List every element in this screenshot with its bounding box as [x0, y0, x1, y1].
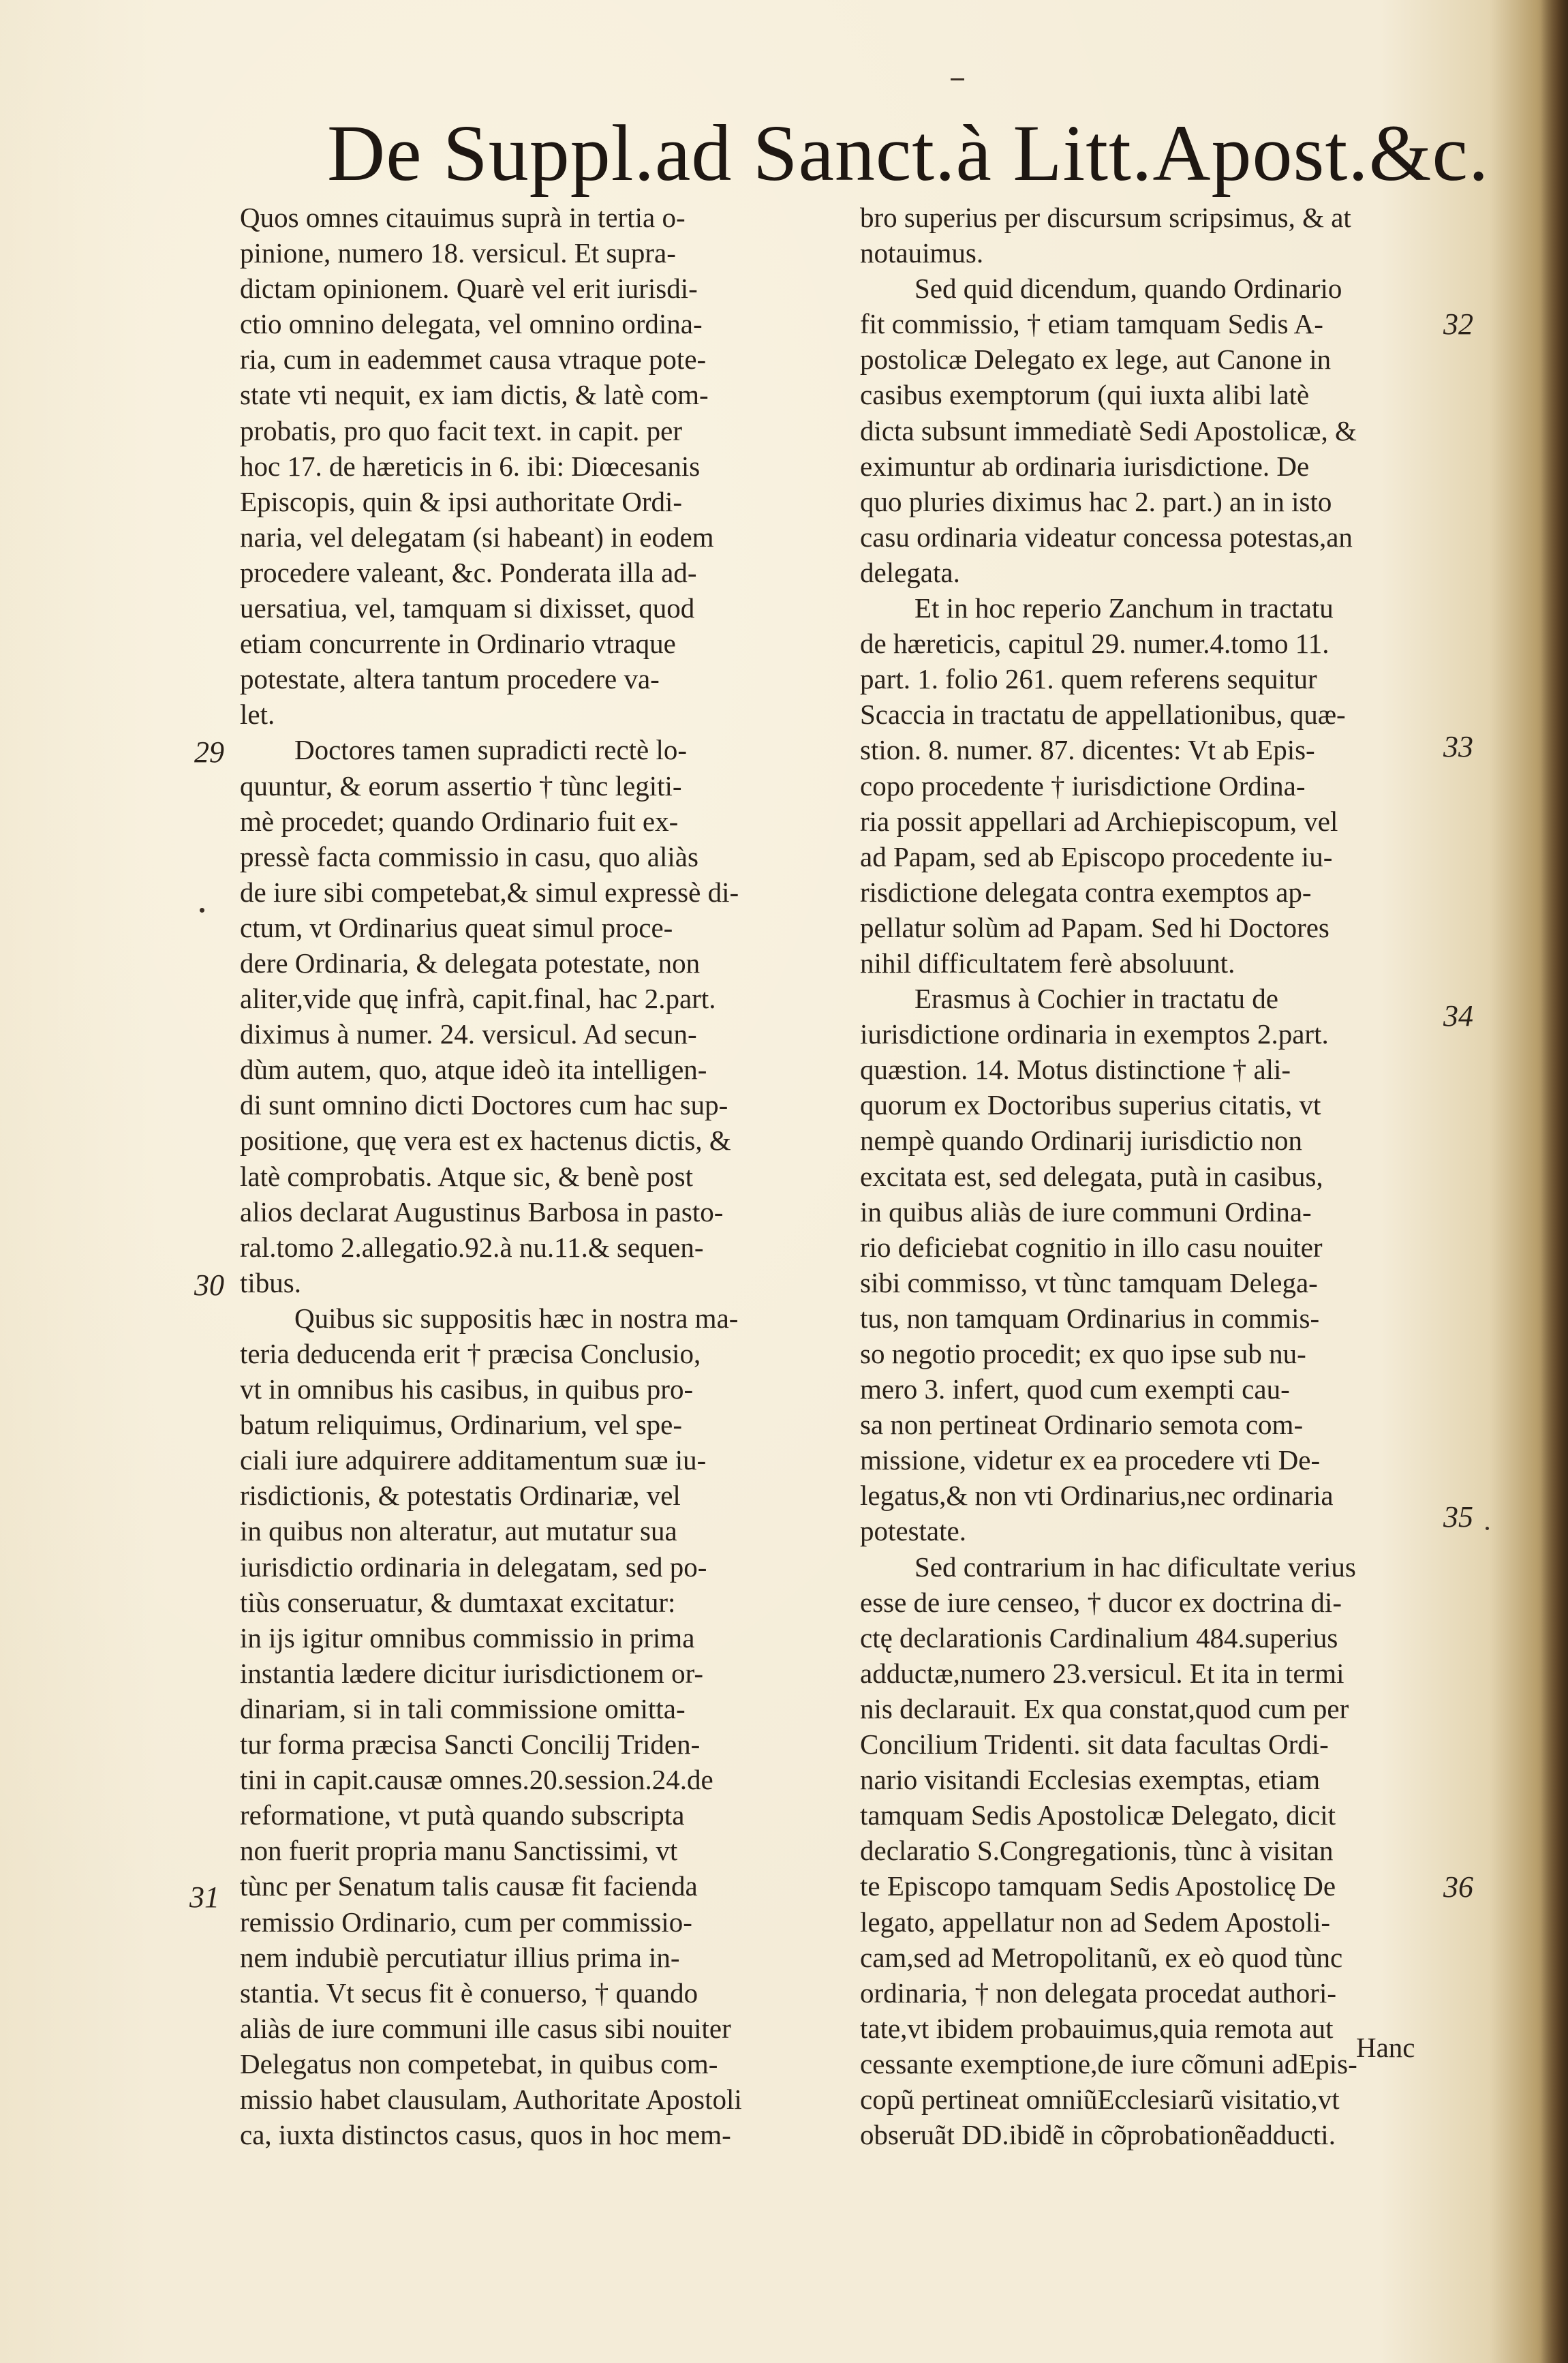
- text-line: eximuntur ab ordinaria iurisdictione. De: [860, 450, 1310, 482]
- text-line: Et in hoc reperio Zanchum in tractatu: [914, 592, 1334, 624]
- text-line: dinariam, si in tali commissione omitta-: [240, 1692, 686, 1724]
- text-line: let.: [240, 699, 275, 731]
- text-line: tini in capit.causæ omnes.20.session.24.de: [240, 1764, 713, 1796]
- text-line: in ijs igitur omnibus commissio in prima: [240, 1621, 695, 1653]
- text-line: etiam concurrente in Ordinario vtraque: [240, 628, 676, 660]
- text-line: missio habet clausulam, Authoritate Apostoli: [240, 2083, 742, 2115]
- text-line: aliàs de iure communi ille casus sibi nouiter: [240, 2012, 731, 2044]
- text-line: casibus exemptorum (qui iuxta alibi latè: [860, 379, 1310, 411]
- text-line: nihil difficultatem ferè absoluunt.: [860, 947, 1235, 979]
- text-line: in quibus aliàs de iure communi Ordina-: [860, 1195, 1312, 1228]
- ink-speck: [1486, 1527, 1489, 1530]
- text-line: teria deducenda erit † præcisa Conclusio,: [240, 1338, 701, 1369]
- text-line: risdictionis, & potestatis Ordinariæ, vel: [240, 1480, 681, 1512]
- text-line: quuntur, & eorum assertio † tùnc legiti-: [240, 769, 682, 802]
- text-line: pressè facta commissio in casu, quo aliàs: [240, 840, 698, 872]
- text-line: tur forma præcisa Sancti Concilij Triden-: [240, 1728, 701, 1760]
- text-line: ad Papam, sed ab Episcopo procedente iu-: [860, 840, 1333, 872]
- text-line: dere Ordinaria, & delegata potestate, non: [240, 947, 701, 979]
- text-line: copo procedente † iurisdictione Ordina-: [860, 769, 1306, 802]
- text-line: sibi commisso, vt tùnc tamquam Delega-: [860, 1266, 1318, 1298]
- text-line: di sunt omnino dicti Doctores cum hac sup-: [240, 1089, 728, 1121]
- text-line: mero 3. infert, quod cum exempti cau-: [860, 1373, 1290, 1405]
- binding-shadow: [1541, 0, 1568, 2363]
- text-line: de iure sibi competebat,& simul expressè di-: [240, 876, 739, 908]
- text-line: vt in omnibus his casibus, in quibus pro-: [240, 1373, 694, 1405]
- text-line: aliter,vide quę infrà, capit.final, hac 2.part.: [240, 983, 716, 1015]
- text-line: pellatur solùm ad Papam. Sed hi Doctores: [860, 911, 1329, 943]
- margin-number-35: 35: [1443, 1500, 1473, 1534]
- text-line: esse de iure censeo, † ducor ex doctrina di-: [860, 1586, 1342, 1618]
- text-line: dùm autem, quo, atque ideò ita intelligen-: [240, 1054, 707, 1086]
- text-line: Concilium Tridenti. sit data facultas Ordi-: [860, 1728, 1329, 1760]
- margin-number-33: 33: [1443, 730, 1473, 763]
- text-line: tus, non tamquam Ordinarius in commis-: [860, 1302, 1320, 1334]
- text-line: sa non pertineat Ordinario semota com-: [860, 1409, 1304, 1441]
- text-line: iurisdictione ordinaria in exemptos 2.part.: [860, 1018, 1329, 1050]
- text-line: excitata est, sed delegata, putà in casibus,: [860, 1160, 1323, 1192]
- text-line: tamquam Sedis Apostolicæ Delegato, dicit: [860, 1799, 1336, 1831]
- text-line: ctio omnino delegata, vel omnino ordina-: [240, 308, 703, 340]
- text-line: mè procedet; quando Ordinario fuit ex-: [240, 805, 679, 837]
- text-line: probatis, pro quo facit text. in capit. per: [240, 414, 682, 446]
- text-line: ctum, vt Ordinarius queat simul proce-: [240, 911, 673, 943]
- right-column: [860, 200, 1441, 2152]
- text-line: tate,vt ibidem probauimus,quia remota aut: [860, 2012, 1334, 2044]
- text-line: remissio Ordinario, cum per commissio-: [240, 1906, 692, 1938]
- text-line: casu ordinaria videatur concessa potestas,an: [860, 521, 1353, 553]
- text-line: potestate.: [860, 1515, 966, 1547]
- text-line: Sed contrarium in hac dificultate verius: [914, 1551, 1356, 1583]
- text-line: legato, appellatur non ad Sedem Apostoli-: [860, 1906, 1331, 1938]
- text-line: nis declarauit. Ex qua constat,quod cum per: [860, 1692, 1349, 1724]
- text-line: de hæreticis, capitul 29. numer.4.tomo 11.: [860, 628, 1329, 660]
- text-line: cessante exemptione,de iure cõmuni adEpis-: [860, 2047, 1357, 2079]
- text-line: ordinaria, † non delegata procedat authori-: [860, 1977, 1336, 2009]
- text-line: stantia. Vt secus fit è conuerso, † quando: [240, 1977, 698, 2009]
- text-line: pinione, numero 18. versicul. Et supra-: [240, 237, 676, 269]
- text-line: ral.tomo 2.allegatio.92.à nu.11.& sequen-: [240, 1231, 704, 1263]
- text-line: fit commissio, † etiam tamquam Sedis A-: [860, 308, 1323, 340]
- text-line: uersatiua, vel, tamquam si dixisset, quod: [240, 592, 695, 624]
- text-line: iurisdictio ordinaria in delegatam, sed po-: [240, 1551, 707, 1583]
- text-line: reformatione, vt putà quando subscripta: [240, 1799, 685, 1831]
- text-line: notauimus.: [860, 237, 984, 269]
- text-line: nem indubiè percutiatur illius prima in-: [240, 1941, 680, 1973]
- text-line: risdictione delegata contra exemptos ap-: [860, 876, 1312, 908]
- text-line: ria possit appellari ad Archiepiscopum, vel: [860, 805, 1338, 837]
- margin-number-30: 30: [194, 1268, 224, 1302]
- text-line: rio deficiebat cognitio in illo casu nouiter: [860, 1231, 1323, 1263]
- running-title: De Suppl.ad Sanct.à Litt.Apost.&c.: [327, 108, 1490, 198]
- text-line: naria, vel delegatam (si habeant) in eodem: [240, 521, 714, 553]
- text-line: nempè quando Ordinarij iurisdictio non: [860, 1125, 1303, 1157]
- text-line: cam,sed ad Metropolitanũ, ex eò quod tùnc: [860, 1941, 1343, 1973]
- text-line: quo pluries diximus hac 2. part.) an in isto: [860, 485, 1332, 517]
- text-line: latè comprobatis. Atque sic, & benè post: [240, 1160, 693, 1192]
- text-line: ciali iure adquirere additamentum suæ iu-: [240, 1444, 707, 1476]
- margin-number-32: 32: [1443, 307, 1473, 341]
- margin-number-34: 34: [1443, 999, 1473, 1033]
- text-line: diximus à numer. 24. versicul. Ad secun-: [240, 1018, 697, 1050]
- margin-number-36: 36: [1443, 1870, 1473, 1904]
- text-line: positione, quę vera est ex hactenus dictis, &: [240, 1125, 731, 1157]
- text-line: tùnc per Senatum talis causæ fit facienda: [240, 1870, 698, 1902]
- text-line: missione, videtur ex ea procedere vti De-: [860, 1444, 1321, 1476]
- text-line: delegata.: [860, 556, 960, 588]
- text-line: instantia lædere dicitur iurisdictionem or-: [240, 1657, 704, 1689]
- margin-number-29: 29: [194, 735, 224, 769]
- text-line: Sed quid dicendum, quando Ordinario: [914, 273, 1342, 305]
- text-line: copũ pertineat omniũEcclesiarũ visitatio,vt: [860, 2083, 1340, 2115]
- text-line: dictam opinionem. Quarè vel erit iurisdi-: [240, 273, 698, 305]
- text-line: te Episcopo tamquam Sedis Apostolicę De: [860, 1870, 1336, 1902]
- text-line: bro superius per discursum scripsimus, & at: [860, 202, 1351, 233]
- text-line: ria, cum in eademmet causa vtraque pote-: [240, 344, 707, 376]
- text-line: declaratio S.Congregationis, tùnc à visitan: [860, 1835, 1334, 1867]
- text-line: Quos omnes citauimus suprà in tertia o-: [240, 202, 686, 233]
- text-line: hoc 17. de hæreticis in 6. ibi: Diœcesanis: [240, 450, 701, 482]
- text-line: Doctores tamen supradicti rectè lo-: [294, 734, 688, 766]
- text-line: postolicæ Delegato ex lege, aut Canone in: [860, 344, 1332, 376]
- text-line: Erasmus à Cochier in tractatu de: [914, 983, 1278, 1015]
- text-line: non fuerit propria manu Sanctissimi, vt: [240, 1835, 678, 1867]
- text-line: so negotio procedit; ex quo ipse sub nu-: [860, 1338, 1306, 1369]
- text-line: ca, iuxta distinctos casus, quos in hoc mem-: [240, 2119, 731, 2151]
- text-line: batum reliquimus, Ordinarium, vel spe-: [240, 1409, 683, 1441]
- margin-number-31: 31: [189, 1880, 219, 1914]
- text-line: adductæ,numero 23.versicul. Et ita in termi: [860, 1657, 1344, 1689]
- text-line: potestate, altera tantum procedere va-: [240, 663, 660, 695]
- ink-speck: [200, 908, 204, 913]
- text-line: Scaccia in tractatu de appellationibus, quæ-: [860, 699, 1346, 731]
- text-line: alios declarat Augustinus Barbosa in pasto-: [240, 1195, 724, 1228]
- text-line: obseruãt DD.ibidẽ in cõprobationẽadducti.: [860, 2119, 1336, 2151]
- catchword: Hanc: [1356, 2032, 1415, 2063]
- ink-mark: [951, 78, 964, 80]
- text-line: in quibus non alteratur, aut mutatur sua: [240, 1515, 677, 1547]
- text-line: procedere valeant, &c. Ponderata illa ad-: [240, 556, 697, 588]
- text-line: tiùs conseruatur, & dumtaxat excitatur:: [240, 1586, 676, 1618]
- text-line: legatus,& non vti Ordinarius,nec ordinaria: [860, 1480, 1334, 1512]
- text-line: stion. 8. numer. 87. dicentes: Vt ab Epis-: [860, 734, 1315, 766]
- text-line: state vti nequit, ex iam dictis, & latè com-: [240, 379, 709, 411]
- text-line: part. 1. folio 261. quem referens sequitur: [860, 663, 1317, 695]
- text-line: quæstion. 14. Motus distinctione † ali-: [860, 1054, 1291, 1086]
- text-line: ctę declarationis Cardinalium 484.superius: [860, 1621, 1338, 1653]
- text-line: Delegatus non competebat, in quibus com-: [240, 2047, 718, 2079]
- text-line: nario visitandi Ecclesias exemptas, etiam: [860, 1764, 1321, 1796]
- text-line: Quibus sic suppositis hæc in nostra ma-: [294, 1302, 739, 1334]
- text-line: dicta subsunt immediatè Sedi Apostolicæ, &: [860, 414, 1357, 446]
- text-line: tibus.: [240, 1266, 301, 1298]
- text-line: quorum ex Doctoribus superius citatis, vt: [860, 1089, 1321, 1121]
- text-line: Episcopis, quin & ipsi authoritate Ordi-: [240, 485, 683, 517]
- left-column: [240, 200, 820, 2152]
